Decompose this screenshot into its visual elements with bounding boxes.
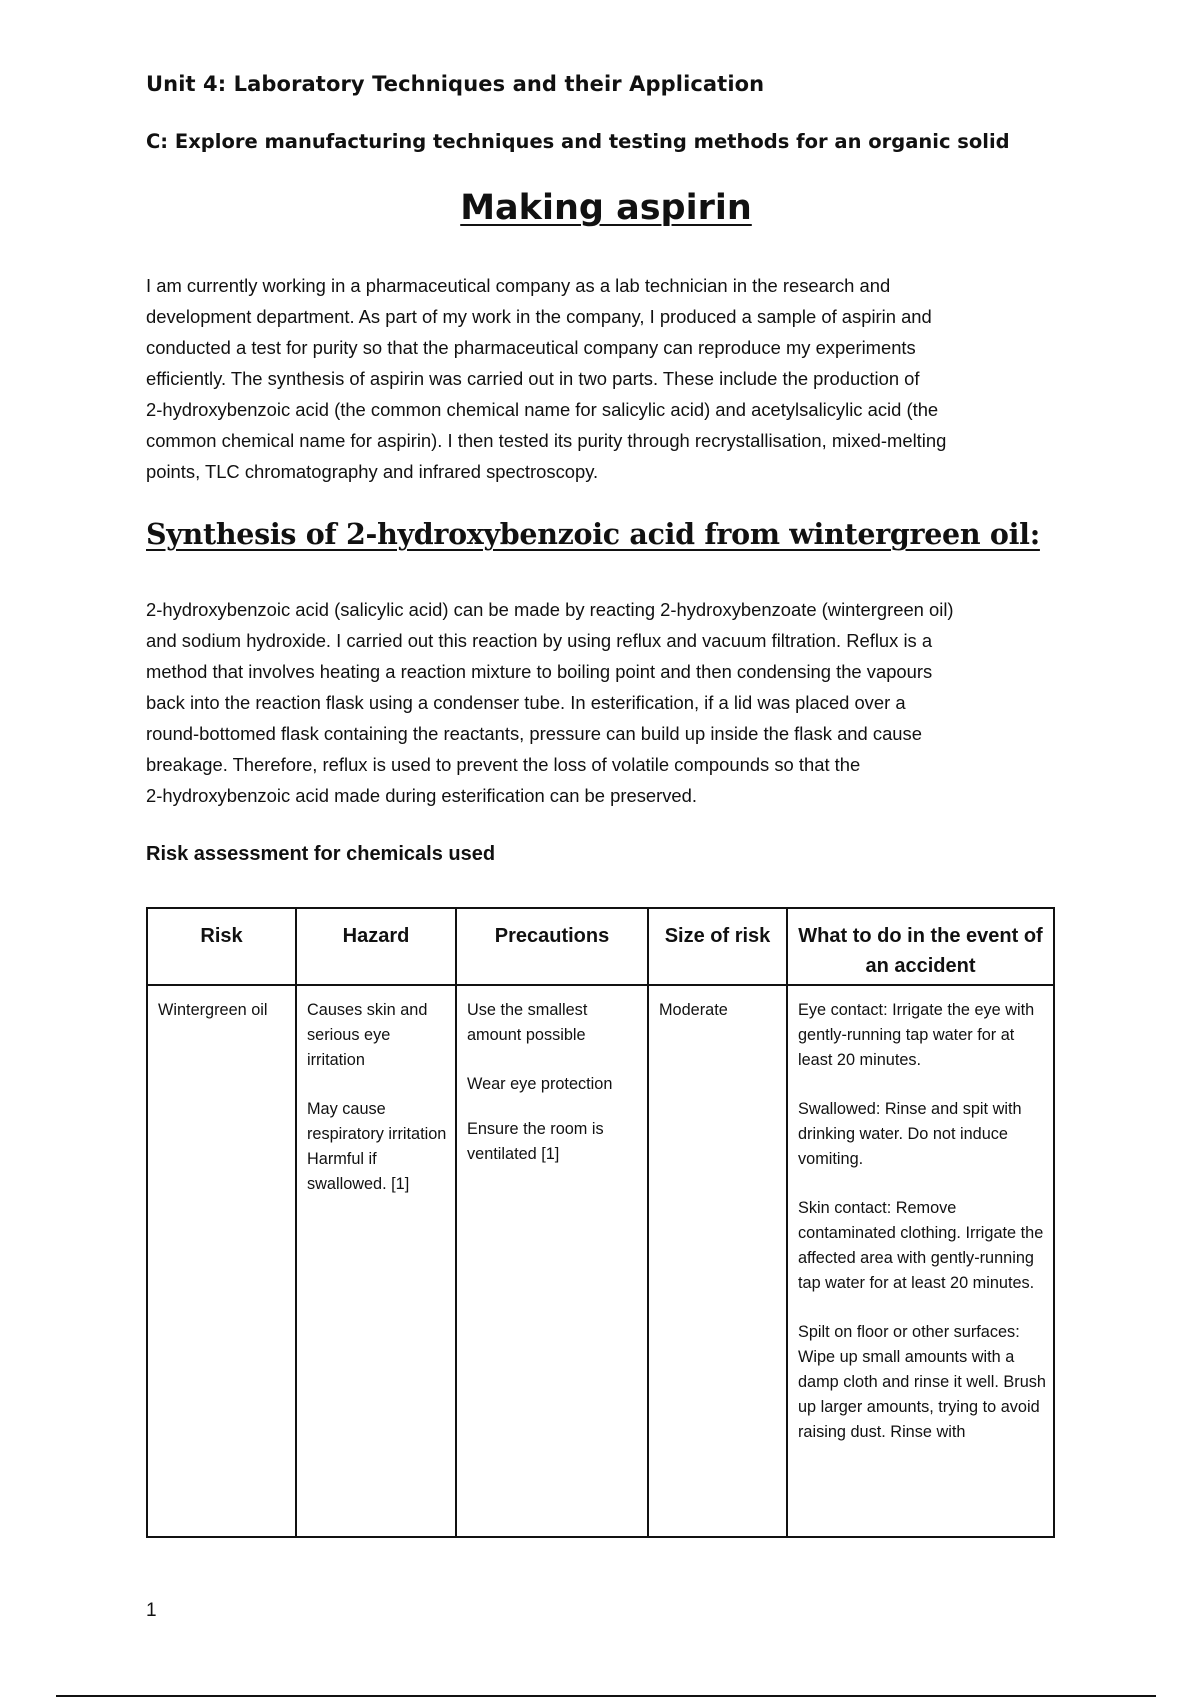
cell-accident-action (787, 985, 1054, 1537)
synthesis-paragraph (146, 594, 1066, 811)
precaution-text: Wear eye protection (467, 1075, 613, 1093)
synthesis-line: round-bottomed flask containing the reactants, pressure can build up inside the flask and cause (146, 723, 922, 744)
synthesis-line: back into the reaction flask using a condenser tube. In esterification, if a lid was placed over a (146, 692, 906, 713)
intro-line: 2-hydroxybenzoic acid (the common chemical name for salicylic acid) and acetylsalicylic acid (the (146, 399, 939, 420)
synthesis-line: 2-hydroxybenzoic acid made during esterification can be preserved. (146, 785, 698, 806)
header-size-of-risk: Size of risk (648, 908, 787, 985)
hazard-text: May cause respiratory irritation (307, 1100, 447, 1143)
table-row (147, 985, 1054, 1537)
intro-line: common chemical name for aspirin). I then tested its purity through recrystallisation, mixed-melting (146, 430, 947, 451)
table-header-row (147, 908, 1054, 985)
hazard-text: Causes skin and serious eye irritation (307, 1001, 428, 1069)
action-text: Eye contact: Irrigate the eye with gently-running tap water for at least 20 minutes. (798, 1001, 1035, 1069)
synthesis-heading: Synthesis of 2-hydroxybenzoic acid from wintergreen oil: (146, 517, 1040, 551)
synthesis-line: method that involves heating a reaction mixture to boiling point and then condensing the vapours (146, 661, 933, 682)
action-text: Spilt on floor or other surfaces: Wipe up small amounts with a damp cloth and rinse it well. Brush up larger amounts, trying to avoid raising dust. Rinse with (798, 1323, 1046, 1441)
header-accident-action: What to do in the event of an accident (787, 908, 1054, 985)
synthesis-line: and sodium hydroxide. I carried out this reaction by using reflux and vacuum filtration. Reflux is a (146, 630, 933, 651)
action-text: Swallowed: Rinse and spit with drinking water. Do not induce vomiting. (798, 1100, 1022, 1168)
cell-hazard (296, 985, 456, 1537)
hazard-text: Harmful if swallowed. [1] (307, 1150, 410, 1193)
action-text: Skin contact: Remove contaminated clothing. Irrigate the affected area with gently-running tap water for at least 20 minutes. (798, 1199, 1044, 1292)
risk-assessment-heading: Risk assessment for chemicals used (146, 843, 496, 865)
intro-line: efficiently. The synthesis of aspirin was carried out in two parts. These include the production of (146, 368, 920, 389)
precaution-text: Use the smallest amount possible (467, 1001, 588, 1044)
cell-precautions (456, 985, 648, 1537)
precaution-text: Ensure the room is ventilated [1] (467, 1120, 604, 1163)
risk-size: Moderate (659, 1001, 728, 1019)
page-bottom-divider (56, 1695, 1156, 1697)
risk-chemical: Wintergreen oil (158, 1001, 268, 1019)
header-precautions: Precautions (456, 908, 648, 985)
page-title: Making aspirin (460, 188, 752, 228)
section-title: C: Explore manufacturing techniques and testing methods for an organic solid (146, 130, 1010, 153)
risk-assessment-table (146, 907, 1055, 1538)
intro-line: conducted a test for purity so that the pharmaceutical company can reproduce my experiments (146, 337, 916, 358)
synthesis-line: breakage. Therefore, reflux is used to prevent the loss of volatile compounds so that the (146, 754, 861, 775)
cell-size-of-risk (648, 985, 787, 1537)
intro-paragraph (146, 270, 1066, 487)
intro-line: points, TLC chromatography and infrared spectroscopy. (146, 461, 599, 482)
cell-risk (147, 985, 296, 1537)
page-number: 1 (146, 1600, 157, 1621)
header-hazard: Hazard (296, 908, 456, 985)
synthesis-line: 2-hydroxybenzoic acid (salicylic acid) can be made by reacting 2-hydroxybenzoate (wintergreen oil) (146, 599, 954, 620)
intro-line: I am currently working in a pharmaceutical company as a lab technician in the research and (146, 275, 891, 296)
unit-title: Unit 4: Laboratory Techniques and their Application (146, 72, 765, 96)
header-risk: Risk (147, 908, 296, 985)
intro-line: development department. As part of my work in the company, I produced a sample of aspirin and (146, 306, 932, 327)
